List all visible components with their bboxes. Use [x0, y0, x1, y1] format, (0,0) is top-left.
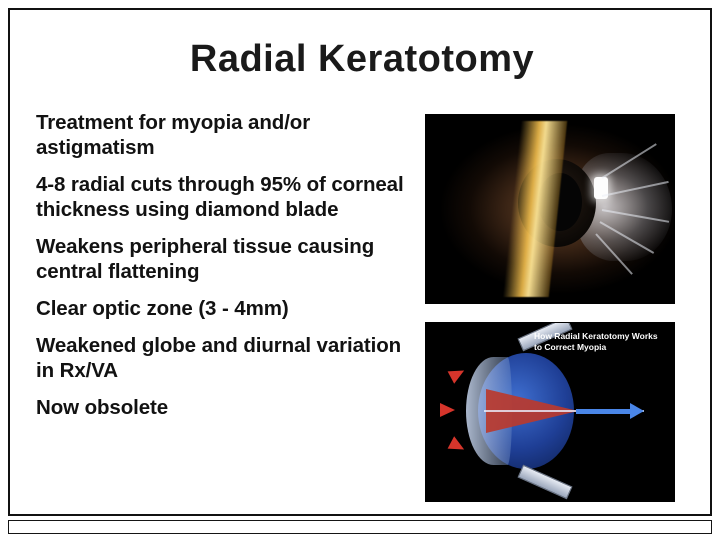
list-item: Treatment for myopia and/or astigmatism	[36, 111, 311, 159]
list-item: Clear optic zone (3 - 4mm)	[36, 297, 289, 320]
slit-lamp-eye-photo	[425, 114, 675, 304]
arrow-head	[630, 403, 644, 419]
list-item: Weakened globe and diurnal variation in Rx/VA	[36, 334, 402, 382]
list-item: Now obsolete	[36, 396, 169, 419]
flattening-force-arrow	[448, 364, 468, 383]
diagram-caption: How Radial Keratotomy Works to Correct Myopia	[534, 331, 658, 353]
list-item: Weakens peripheral tissue causing central flattening	[36, 235, 375, 283]
slide-footer-strip	[8, 520, 712, 534]
incoming-light-arrow	[576, 403, 646, 419]
flattening-force-arrow	[448, 436, 468, 455]
bullet-list	[36, 110, 416, 432]
list-item: 4-8 radial cuts through 95% of corneal thickness using diamond blade	[36, 173, 404, 221]
radial-keratotomy-mechanism-diagram	[425, 322, 675, 502]
media-column	[425, 114, 685, 502]
page-title: Radial Keratotomy	[189, 38, 535, 80]
flattening-force-arrow	[440, 403, 455, 417]
diamond-blade-shape	[517, 465, 572, 500]
arrow-shaft	[576, 409, 632, 414]
slide-border	[8, 8, 712, 516]
